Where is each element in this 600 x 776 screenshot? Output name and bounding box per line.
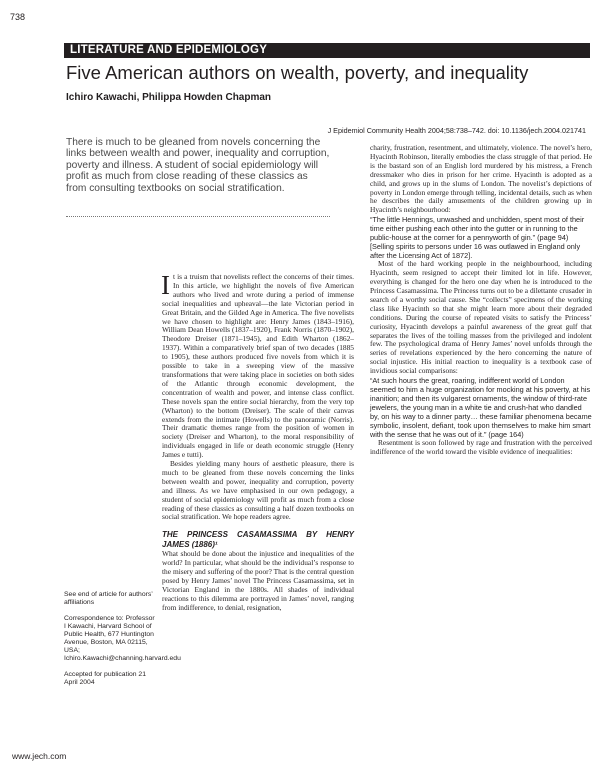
body-paragraph: Resentment is soon followed by rage and frustration with the perceived indifference of the world toward the visible evidence of inequalities: xyxy=(370,438,592,456)
body-paragraph: What should be done about the injustice and inequalities of the world? In particular, what should be the individual’s response to the misery and suffering of the poor? That is the central question posed by Henry James’ novel The Princess Casamassima, set in Victorian England in the 1880s. All shades of individual reactions to this dilemma are portrayed in James’ novel, ranging from indifference, to denial, resignation, xyxy=(162,549,354,612)
article-title: Five American authors on wealth, poverty, and inequality xyxy=(66,62,529,83)
abstract-divider xyxy=(66,216,330,217)
body-paragraph xyxy=(161,270,354,460)
footer-url[interactable]: www.jech.com xyxy=(12,751,67,761)
page-number: 738 xyxy=(10,12,26,22)
body-paragraph-text: t is a truism that novelists reflect the concerns of their times. In this article, we highlight the novels of five American authors who lived and wrote during a period of immense social inequalities and upheaval—the late Victorian period in Great Britain, and the Gilded Age in America. The five novelists we have chosen to highlight are: Henry James (1843–1916), William Dean Howells (1837–1920), Frank Norris (1870–1902), Theodore Dreiser (1871–1945), and Edith Wharton (1862–1937). Within a comparatively brief span of two decades (1885 to 1905), these authors produced five novels from which it is possible to take in a sweeping view of the massive transformations that were taking place in societies on both sides of the Atlantic through economic development, the concentration of wealth and power, and intense class conflict. These novels span the entire social hierarchy, from the very top (Wharton) to the bottom (Dreiser). The scale of their canvas extends from the intimate (Howells) to the panoramic (Norris). Their dramatic themes range from the position of women in society (Dreiser and Wharton), to the moral responsibility of individuals engaged in life or death economic struggle (Henry James e tutti). xyxy=(162,272,354,460)
authors: Ichiro Kawachi, Philippa Howden Chapman xyxy=(66,92,272,103)
block-quote: “At such hours the great, roaring, indifferent world of London seemed to him a huge organization for mocking at his poverty, at his inanition; and then its vulgarest ornaments, the window of third-rate jewelers, the young man in a white tie and crush-hat who dandled by, on his way to a dinner party… these familiar phenomena became symbolic, insolent, defiant, took upon themselves to make him smart with the sense that he was out of it.” (page 164) xyxy=(370,376,592,440)
body-paragraph: charity, frustration, resentment, and ultimately, violence. The novel’s hero, Hyacinth Robinson, literally embodies the class struggle of that period. He is the bastard son of an English lord murdered by his mistress, a French dressmaker who dies in prison for her crime. Hyacinth is adopted as a child, and grows up in the slums of London. The novelist’s depictions of poverty in London emerge through telling, incidental details, such as when he describes the daily amusements of the children growing up in Hyacinth’s neighbourhood: xyxy=(370,143,592,215)
section-banner: LITERATURE AND EPIDEMIOLOGY xyxy=(64,43,590,58)
body-column-middle xyxy=(161,270,354,613)
body-paragraph: Besides yielding many hours of aesthetic pleasure, there is much to be gleaned from these novels concerning the links between wealth and power, inequality and corruption, poverty and illness. As we have emphasised in our own pedagogy, a student of social epidemiology will profit as much from a close reading of these classics as consulting a half dozen textbooks on social stratification. We hope readers agree. xyxy=(162,459,354,522)
abstract: There is much to be gleaned from novels concerning the links between wealth and power, inequality and corruption, poverty and illness. A student of social epidemiology will profit as much from close reading of these classics as from consulting textbooks on social stratification. xyxy=(66,137,330,194)
section-heading: THE PRINCESS CASAMASSIMA BY HENRY JAMES (1886)¹ xyxy=(162,530,354,549)
accepted-note: Accepted for publication 21 April 2004 xyxy=(64,671,146,686)
correspondence-note: Correspondence to: Professor I Kawachi, Harvard School of Public Health, 677 Huntington Avenue, Boston, MA 02115, USA; Ichiro.Kawachi@channing.harvard.edu xyxy=(64,615,181,662)
margin-notes xyxy=(64,591,181,695)
block-quote: “The little Hennings, unwashed and unchidden, spent most of their time either pushing each other into the gutter or in running to the public-house at the corner for a pennyworth of gin.” (page 94) [Selling spirits to persons under 16 was outlawed in England only after the Licensing Act of 1872]. xyxy=(370,215,585,261)
drop-cap: I xyxy=(161,270,170,300)
body-column-right xyxy=(370,144,592,457)
citation: J Epidemiol Community Health 2004;58:738–742. doi: 10.1136/jech.2004.021741 xyxy=(327,126,586,135)
affiliations-note: See end of article for authors’ affiliations xyxy=(64,591,153,606)
body-paragraph: Most of the hard working people in the neighbourhood, including Hyacinth, seem resigned to accept their limited lot in life. However, everything is changed for the hero one day when he is introduced to the Princess Casamassima. The Princess turns out to be a dilettante crusader in search of a worthy social cause. She “collects” specimens of the working class like Hyacinth so that she might learn more about their degraded conditions. During the course of repeated visits to satisfy the Princess’ curiosity, Hyacinth develops a painful awareness of the great gulf that separates the lives of the toiling masses from the privileged and indolent few. The psychological drama of Henry James’ novel unfolds through the series of revelations experienced by the hero concerning the nature of social injustice. His initial reaction to inequality is a textbook case of invidious social comparisons: xyxy=(370,259,592,376)
